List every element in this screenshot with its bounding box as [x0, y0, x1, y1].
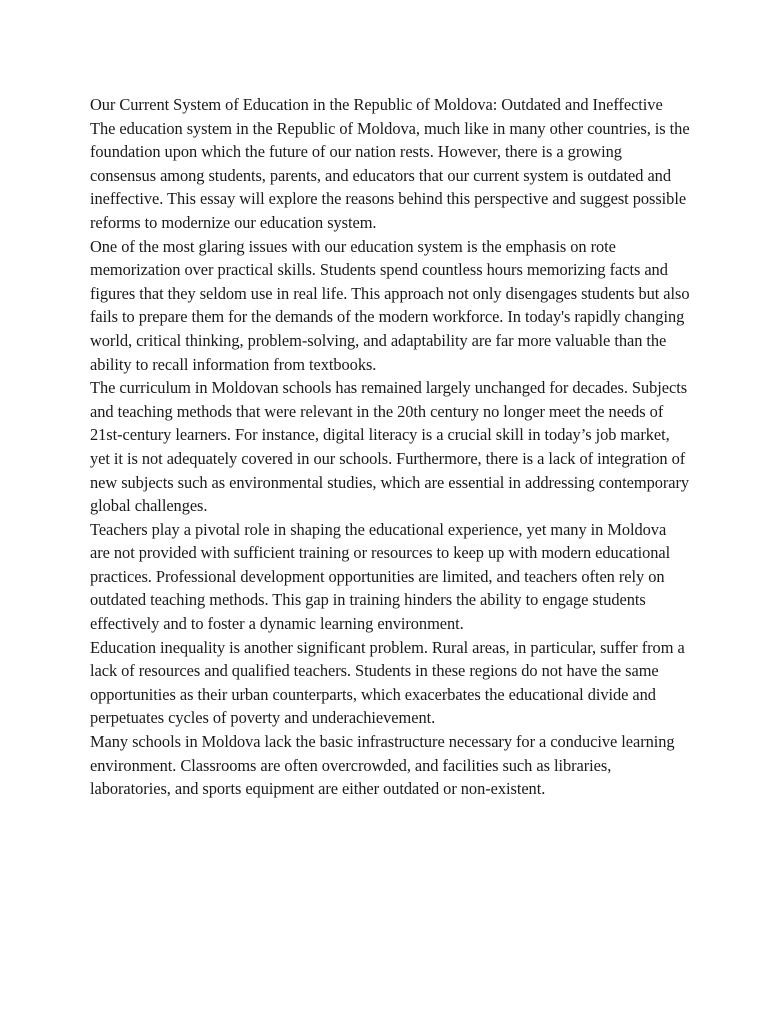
paragraph-curriculum: The curriculum in Moldovan schools has remained largely unchanged for decades. Subjects and teaching methods that were relevant in the 20th century no longer meet the needs of 21st-century learners. For instance, digital literacy is a crucial skill in today’s job market, yet it is not adequately covered in our schools. Furthermore, there is a lack of integration of new subjects such as environmental studies, which are essential in addressing contemporary global challenges. [90, 378, 690, 516]
document-page [90, 93, 690, 801]
paragraph-intro: The education system in the Republic of Moldova, much like in many other countries, is the foundation upon which the future of our nation rests. However, there is a growing consensus among students, parents, and educators that our current system is outdated and ineffective. This essay will explore the reasons behind this perspective and suggest possible reforms to modernize our education system. [90, 118, 690, 232]
document-title: Our Current System of Education in the Republic of Moldova: Outdated and Ineffective [90, 95, 663, 114]
paragraph-infrastructure: Many schools in Moldova lack the basic infrastructure necessary for a conducive learning environment. Classrooms are often overcrowded, and facilities such as libraries, laboratories, and sports equipment are either outdated or non-existent. [90, 732, 675, 799]
paragraph-inequality: Education inequality is another significant problem. Rural areas, in particular, suffer from a lack of resources and qualified teachers. Students in these regions do not have the same opportunities as their urban counterparts, which exacerbates the educational divide and perpetuates cycles of poverty and underachievement. [90, 637, 685, 728]
paragraph-teachers: Teachers play a pivotal role in shaping the educational experience, yet many in Moldova are not provided with sufficient training or resources to keep up with modern educational practices. Professional development opportunities are limited, and teachers often rely on outdated teaching methods. This gap in training hinders the ability to engage students effectively and to foster a dynamic learning environment. [90, 519, 671, 634]
paragraph-rote-memorization: One of the most glaring issues with our education system is the emphasis on rote memorization over practical skills. Students spend countless hours memorizing facts and figures that they seldom use in real life. This approach not only disengages students but also fails to prepare them for the demands of the modern workforce. In today's rapidly changing world, critical thinking, problem-solving, and adaptability are far more valuable than the ability to recall information from textbooks. [90, 236, 690, 374]
